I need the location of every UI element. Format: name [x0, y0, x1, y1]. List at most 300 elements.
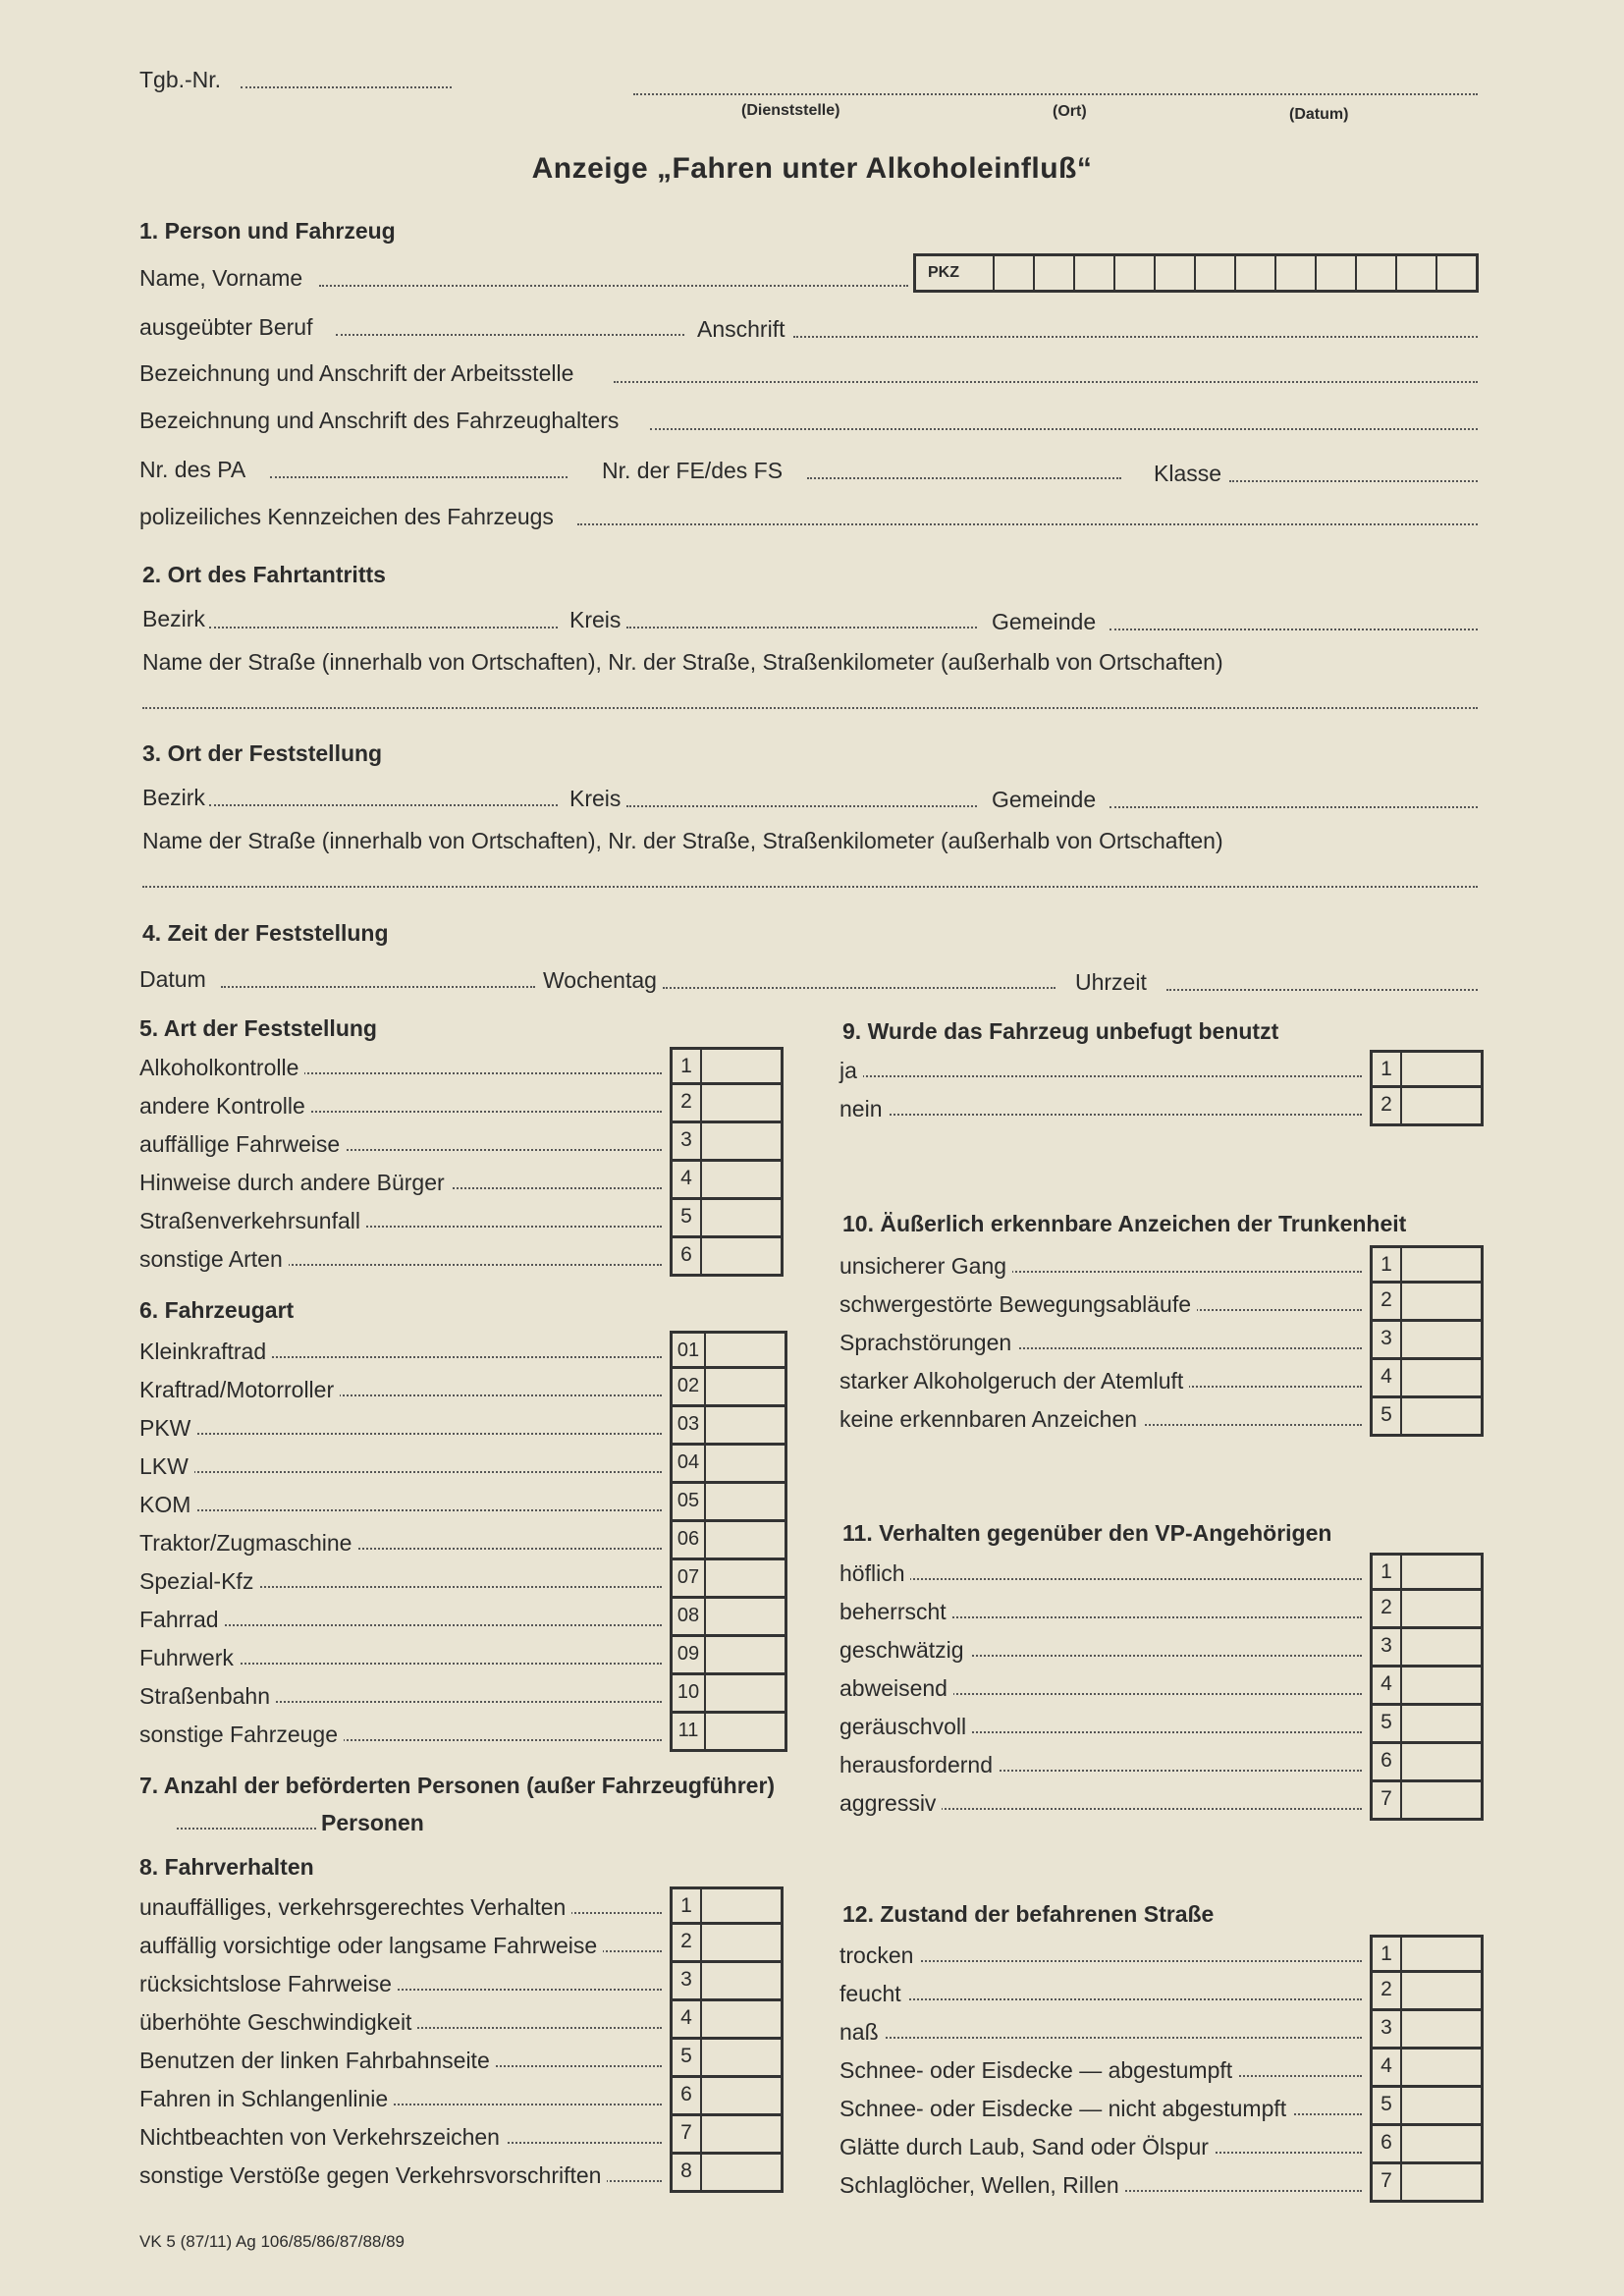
pa-field[interactable]: [270, 476, 568, 478]
klasse-field[interactable]: [1229, 480, 1478, 482]
s3-kreis-label: Kreis: [569, 786, 622, 811]
s12-option-row: [839, 2050, 1483, 2088]
s12-heading: 12. Zustand der befahrenen Straße: [842, 1901, 1215, 1927]
s12-option-checkbox[interactable]: [1370, 2050, 1484, 2088]
s6-option-row: [139, 1560, 780, 1599]
s6-option-label: Straßenbahn: [139, 1683, 276, 1710]
s11-option-row: [839, 1744, 1483, 1782]
s5-option-label: Straßenverkehrsunfall: [139, 1208, 366, 1234]
s6-option-label: Kraftrad/Motorroller: [139, 1377, 340, 1403]
s12-option-entry-cell[interactable]: [1402, 1973, 1481, 2008]
s6-option-entry-cell[interactable]: [706, 1484, 785, 1519]
s7-personen-field[interactable]: [177, 1828, 316, 1830]
s8-option-label: Benutzen der linken Fahrbahnseite: [139, 2048, 496, 2074]
s10-option-checkbox[interactable]: [1370, 1360, 1484, 1398]
s5-option-entry-cell[interactable]: [702, 1200, 781, 1235]
s8-option-label: rücksichtslose Fahrweise: [139, 1971, 398, 1997]
s10-option-row: [839, 1398, 1483, 1437]
s6-option-code: 11: [673, 1714, 706, 1749]
s5-list: [139, 1047, 780, 1277]
s10-option-code: 5: [1373, 1398, 1402, 1434]
s8-option-checkbox[interactable]: [670, 2078, 784, 2116]
s9-heading: 9. Wurde das Fahrzeug unbefugt benutzt: [842, 1018, 1279, 1044]
s8-option-checkbox[interactable]: [670, 1925, 784, 1963]
s12-option-row: [839, 1973, 1483, 2011]
s4-heading: 4. Zeit der Feststellung: [142, 920, 389, 946]
s11-option-checkbox[interactable]: [1370, 1553, 1484, 1591]
s12-option-code: 7: [1373, 2164, 1402, 2200]
s6-option-code: 04: [673, 1446, 706, 1481]
s4-uhrzeit-label: Uhrzeit: [1075, 969, 1147, 995]
s6-option-label: PKW: [139, 1415, 196, 1442]
s4-datum-label: Datum: [139, 966, 206, 992]
s2-bezirk-field[interactable]: [209, 627, 558, 629]
s10-option-entry-cell[interactable]: [1402, 1398, 1481, 1434]
s7-personen-label: Personen: [321, 1810, 424, 1835]
s9-option-checkbox[interactable]: [1370, 1050, 1484, 1088]
s3-kreis-field[interactable]: [626, 805, 977, 807]
s6-option-row: [139, 1714, 780, 1752]
kennzeichen-field[interactable]: [577, 523, 1478, 525]
s5-option-row: [139, 1238, 780, 1277]
s5-option-checkbox[interactable]: [670, 1162, 784, 1200]
s2-kreis-field[interactable]: [626, 627, 977, 629]
s11-option-checkbox[interactable]: [1370, 1667, 1484, 1706]
s9-option-code: 1: [1373, 1053, 1402, 1085]
s11-option-label: geräuschvoll: [839, 1714, 972, 1740]
s5-option-row: [139, 1047, 780, 1085]
s6-option-code: 02: [673, 1369, 706, 1404]
s4-uhrzeit-field[interactable]: [1166, 989, 1478, 991]
s3-strasse-label: Name der Straße (innerhalb von Ortschaften), Nr. der Straße, Straßenkilometer (außerhalb von Ortschaften): [142, 828, 1223, 853]
s12-option-entry-cell[interactable]: [1402, 2088, 1481, 2123]
s6-option-entry-cell[interactable]: [706, 1560, 785, 1596]
s10-option-entry-cell[interactable]: [1402, 1360, 1481, 1395]
s12-option-row: [839, 2011, 1483, 2050]
s6-option-entry-cell[interactable]: [706, 1446, 785, 1481]
s8-option-label: unauffälliges, verkehrsgerechtes Verhalten: [139, 1894, 571, 1921]
s8-list: [139, 1886, 780, 2193]
s11-option-code: 1: [1373, 1556, 1402, 1588]
s11-option-row: [839, 1782, 1483, 1821]
s11-option-entry-cell[interactable]: [1402, 1591, 1481, 1626]
s12-option-checkbox[interactable]: [1370, 1935, 1484, 1973]
s8-option-code: 3: [673, 1963, 702, 1998]
s12-option-entry-cell[interactable]: [1402, 2126, 1481, 2161]
s11-option-entry-cell[interactable]: [1402, 1667, 1481, 1703]
name-field[interactable]: [319, 285, 908, 287]
s6-option-row: [139, 1637, 780, 1675]
s5-option-label: sonstige Arten: [139, 1246, 289, 1273]
s12-option-checkbox[interactable]: [1370, 2164, 1484, 2203]
s10-option-entry-cell[interactable]: [1402, 1248, 1481, 1281]
s8-option-entry-cell[interactable]: [702, 1925, 781, 1960]
s6-option-code: 06: [673, 1522, 706, 1558]
s1-klasse-label: Klasse: [1154, 461, 1222, 486]
s1-pa-label: Nr. des PA: [139, 457, 246, 482]
s12-option-row: [839, 1935, 1483, 1973]
s11-option-row: [839, 1553, 1483, 1591]
s5-option-checkbox[interactable]: [670, 1238, 784, 1277]
s9-option-entry-cell[interactable]: [1402, 1053, 1481, 1085]
s8-option-row: [139, 1963, 780, 2001]
s11-option-entry-cell[interactable]: [1402, 1556, 1481, 1588]
s5-option-code: 3: [673, 1123, 702, 1159]
s11-option-code: 7: [1373, 1782, 1402, 1818]
s5-option-label: auffällige Fahrweise: [139, 1131, 346, 1158]
s1-beruf-label: ausgeübter Beruf: [139, 314, 313, 340]
s12-list: [839, 1935, 1483, 2203]
s2-gemeinde-label: Gemeinde: [992, 609, 1097, 634]
s11-option-entry-cell[interactable]: [1402, 1744, 1481, 1779]
s2-strasse-field[interactable]: [142, 707, 1478, 709]
s1-anschrift-label: Anschrift: [697, 316, 785, 342]
s8-option-entry-cell[interactable]: [702, 2155, 781, 2190]
s3-gemeinde-field[interactable]: [1110, 806, 1478, 808]
s6-list: [139, 1331, 780, 1752]
s6-option-entry-cell[interactable]: [706, 1407, 785, 1443]
s8-option-code: 4: [673, 2001, 702, 2037]
s11-option-label: beherrscht: [839, 1599, 952, 1625]
s2-strasse-label: Name der Straße (innerhalb von Ortschaften), Nr. der Straße, Straßenkilometer (außerhalb von Ortschaften): [142, 649, 1223, 675]
s10-list: [839, 1245, 1483, 1437]
s9-list: [839, 1050, 1483, 1126]
s5-option-entry-cell[interactable]: [702, 1050, 781, 1082]
s11-option-code: 5: [1373, 1706, 1402, 1741]
s5-option-label: Alkoholkontrolle: [139, 1055, 304, 1081]
s10-option-checkbox[interactable]: [1370, 1284, 1484, 1322]
s9-option-label: ja: [839, 1058, 863, 1084]
s11-heading: 11. Verhalten gegenüber den VP-Angehörigen: [842, 1520, 1332, 1546]
s3-bezirk-label: Bezirk: [142, 785, 205, 810]
dot-leader: [839, 1578, 1362, 1580]
s10-option-code: 4: [1373, 1360, 1402, 1395]
s6-option-checkbox[interactable]: [670, 1714, 787, 1752]
s12-option-code: 4: [1373, 2050, 1402, 2085]
s12-option-label: Schnee- oder Eisdecke — abgestumpft: [839, 2057, 1238, 2084]
s2-gemeinde-field[interactable]: [1110, 629, 1478, 630]
s8-option-row: [139, 2040, 780, 2078]
s8-option-entry-cell[interactable]: [702, 2116, 781, 2152]
s2-kreis-label: Kreis: [569, 607, 622, 632]
s12-option-label: trocken: [839, 1942, 919, 1969]
s12-option-code: 2: [1373, 1973, 1402, 2008]
s1-halter-label: Bezeichnung und Anschrift des Fahrzeughalters: [139, 408, 620, 433]
s8-option-row: [139, 2116, 780, 2155]
s5-option-checkbox[interactable]: [670, 1123, 784, 1162]
s10-option-row: [839, 1284, 1483, 1322]
s12-option-code: 6: [1373, 2126, 1402, 2161]
dot-leader: [839, 1114, 1362, 1116]
s12-option-checkbox[interactable]: [1370, 1973, 1484, 2011]
s12-option-checkbox[interactable]: [1370, 2088, 1484, 2126]
s6-option-entry-cell[interactable]: [706, 1522, 785, 1558]
s2-heading: 2. Ort des Fahrtantritts: [142, 562, 386, 587]
s8-option-code: 5: [673, 2040, 702, 2075]
form-footer-code: VK 5 (87/11) Ag 106/85/86/87/88/89: [139, 2232, 406, 2251]
tgb-label: Tgb.-Nr.: [139, 67, 222, 92]
s5-option-row: [139, 1123, 780, 1162]
s1-heading: 1. Person und Fahrzeug: [139, 218, 396, 244]
s8-option-label: auffällig vorsichtige oder langsame Fahrweise: [139, 1933, 603, 1959]
s5-heading: 5. Art der Feststellung: [139, 1015, 377, 1041]
s3-heading: 3. Ort der Feststellung: [142, 740, 383, 766]
s6-option-checkbox[interactable]: [670, 1675, 787, 1714]
s12-option-row: [839, 2126, 1483, 2164]
s7-heading: 7. Anzahl der beförderten Personen (außer Fahrzeugführer): [139, 1773, 776, 1798]
s6-option-label: Kleinkraftrad: [139, 1339, 272, 1365]
s10-option-label: schwergestörte Bewegungsabläufe: [839, 1291, 1197, 1318]
s8-option-checkbox[interactable]: [670, 2001, 784, 2040]
s9-option-checkbox[interactable]: [1370, 1088, 1484, 1126]
s11-option-checkbox[interactable]: [1370, 1591, 1484, 1629]
s8-option-code: 7: [673, 2116, 702, 2152]
s12-option-checkbox[interactable]: [1370, 2126, 1484, 2164]
s6-option-row: [139, 1522, 780, 1560]
s6-option-checkbox[interactable]: [670, 1484, 787, 1522]
dot-leader: [139, 1433, 662, 1435]
s5-option-code: 1: [673, 1050, 702, 1082]
s6-option-entry-cell[interactable]: [706, 1714, 785, 1749]
s8-option-code: 6: [673, 2078, 702, 2113]
s10-option-checkbox[interactable]: [1370, 1322, 1484, 1360]
s5-option-entry-cell[interactable]: [702, 1085, 781, 1121]
s12-option-code: 1: [1373, 1938, 1402, 1970]
s2-bezirk-label: Bezirk: [142, 606, 205, 631]
s8-option-row: [139, 2078, 780, 2116]
tgb-field[interactable]: [241, 86, 452, 88]
beruf-field[interactable]: [336, 334, 684, 336]
s6-option-code: 09: [673, 1637, 706, 1672]
s5-option-label: Hinweise durch andere Bürger: [139, 1170, 451, 1196]
s8-option-label: sonstige Verstöße gegen Verkehrsvorschriften: [139, 2162, 607, 2189]
dienststelle-label: (Dienststelle): [741, 102, 840, 119]
s8-option-entry-cell[interactable]: [702, 1889, 781, 1922]
s6-option-code: 10: [673, 1675, 706, 1711]
s6-option-checkbox[interactable]: [670, 1331, 787, 1369]
s5-option-entry-cell[interactable]: [702, 1162, 781, 1197]
s8-option-label: Fahren in Schlangenlinie: [139, 2086, 394, 2112]
dot-leader: [139, 1471, 662, 1473]
s11-list: [839, 1553, 1483, 1821]
s10-option-label: unsicherer Gang: [839, 1253, 1012, 1280]
s9-option-row: [839, 1088, 1483, 1126]
anschrift-field[interactable]: [793, 336, 1478, 338]
s6-option-row: [139, 1446, 780, 1484]
s6-option-row: [139, 1331, 780, 1369]
s8-heading: 8. Fahrverhalten: [139, 1854, 314, 1880]
s6-option-label: Spezial-Kfz: [139, 1568, 259, 1595]
dot-leader: [839, 1075, 1362, 1077]
s10-option-row: [839, 1360, 1483, 1398]
s10-option-code: 1: [1373, 1248, 1402, 1281]
s11-option-code: 3: [1373, 1629, 1402, 1665]
s12-option-code: 5: [1373, 2088, 1402, 2123]
s10-option-checkbox[interactable]: [1370, 1245, 1484, 1284]
s6-option-code: 08: [673, 1599, 706, 1634]
s6-option-code: 07: [673, 1560, 706, 1596]
s6-option-label: Fahrrad: [139, 1607, 225, 1633]
s3-gemeinde-label: Gemeinde: [992, 787, 1097, 812]
s12-option-row: [839, 2088, 1483, 2126]
s5-option-code: 6: [673, 1238, 702, 1274]
fe-field[interactable]: [807, 477, 1121, 479]
s6-option-code: 03: [673, 1407, 706, 1443]
s11-option-entry-cell[interactable]: [1402, 1706, 1481, 1741]
dienststelle-ort-datum-field[interactable]: [633, 93, 1478, 95]
s10-option-row: [839, 1245, 1483, 1284]
s11-option-row: [839, 1706, 1483, 1744]
s5-option-code: 2: [673, 1085, 702, 1121]
s10-option-checkbox[interactable]: [1370, 1398, 1484, 1437]
s6-option-checkbox[interactable]: [670, 1369, 787, 1407]
s6-option-label: LKW: [139, 1453, 194, 1480]
s8-option-entry-cell[interactable]: [702, 1963, 781, 1998]
s10-option-label: Sprachstörungen: [839, 1330, 1017, 1356]
s8-option-checkbox[interactable]: [670, 1886, 784, 1925]
s8-option-row: [139, 1886, 780, 1925]
s6-option-label: Fuhrwerk: [139, 1645, 240, 1671]
s8-option-code: 1: [673, 1889, 702, 1922]
s5-option-label: andere Kontrolle: [139, 1093, 311, 1120]
s6-option-entry-cell[interactable]: [706, 1334, 785, 1366]
s4-wochentag-field[interactable]: [663, 987, 1056, 989]
s9-option-label: nein: [839, 1096, 888, 1122]
s5-option-entry-cell[interactable]: [702, 1123, 781, 1159]
s12-option-label: naß: [839, 2019, 885, 2046]
s11-option-label: geschwätzig: [839, 1637, 970, 1664]
s12-option-row: [839, 2164, 1483, 2203]
s11-option-code: 6: [1373, 1744, 1402, 1779]
s5-option-row: [139, 1200, 780, 1238]
s6-option-row: [139, 1675, 780, 1714]
s8-option-checkbox[interactable]: [670, 2040, 784, 2078]
s4-datum-field[interactable]: [221, 986, 535, 988]
s8-option-code: 2: [673, 1925, 702, 1960]
s5-option-code: 4: [673, 1162, 702, 1197]
ort-label: (Ort): [1053, 103, 1087, 120]
s10-option-entry-cell[interactable]: [1402, 1284, 1481, 1319]
s5-option-code: 5: [673, 1200, 702, 1235]
pkz-grid[interactable]: [913, 253, 1479, 293]
s8-option-entry-cell[interactable]: [702, 2001, 781, 2037]
s8-option-checkbox[interactable]: [670, 2116, 784, 2155]
s9-option-row: [839, 1050, 1483, 1088]
s6-option-checkbox[interactable]: [670, 1599, 787, 1637]
dot-leader: [139, 1509, 662, 1511]
s12-option-checkbox[interactable]: [1370, 2011, 1484, 2050]
s8-option-checkbox[interactable]: [670, 2155, 784, 2193]
s6-option-code: 01: [673, 1334, 706, 1366]
s10-option-code: 3: [1373, 1322, 1402, 1357]
s6-option-checkbox[interactable]: [670, 1560, 787, 1599]
s3-strasse-field[interactable]: [142, 886, 1478, 888]
s1-arbeitsstelle-label: Bezeichnung und Anschrift der Arbeitsstelle: [139, 360, 574, 386]
s11-option-checkbox[interactable]: [1370, 1782, 1484, 1821]
s6-option-checkbox[interactable]: [670, 1637, 787, 1675]
s6-option-row: [139, 1369, 780, 1407]
s8-option-entry-cell[interactable]: [702, 2040, 781, 2075]
s8-option-checkbox[interactable]: [670, 1963, 784, 2001]
s5-option-row: [139, 1162, 780, 1200]
s6-option-entry-cell[interactable]: [706, 1675, 785, 1711]
s11-option-entry-cell[interactable]: [1402, 1629, 1481, 1665]
s10-option-label: keine erkennbaren Anzeichen: [839, 1406, 1143, 1433]
s8-option-entry-cell[interactable]: [702, 2078, 781, 2113]
s6-option-label: Traktor/Zugmaschine: [139, 1530, 357, 1557]
datum-label: (Datum): [1289, 106, 1349, 123]
s6-option-label: sonstige Fahrzeuge: [139, 1722, 344, 1748]
s8-option-row: [139, 1925, 780, 1963]
s10-heading: 10. Äußerlich erkennbare Anzeichen der Trunkenheit: [842, 1211, 1407, 1236]
pkz-label: PKZ: [916, 256, 995, 290]
s12-option-entry-cell[interactable]: [1402, 2011, 1481, 2047]
s6-option-checkbox[interactable]: [670, 1446, 787, 1484]
s12-option-label: feucht: [839, 1981, 907, 2007]
s10-option-row: [839, 1322, 1483, 1360]
s5-option-checkbox[interactable]: [670, 1085, 784, 1123]
s12-option-entry-cell[interactable]: [1402, 1938, 1481, 1970]
s6-option-entry-cell[interactable]: [706, 1369, 785, 1404]
s5-option-checkbox[interactable]: [670, 1047, 784, 1085]
s1-kennzeichen-label: polizeiliches Kennzeichen des Fahrzeugs: [139, 504, 554, 529]
s6-option-entry-cell[interactable]: [706, 1637, 785, 1672]
s12-option-label: Schnee- oder Eisdecke — nicht abgestumpft: [839, 2096, 1292, 2122]
s6-option-row: [139, 1599, 780, 1637]
s3-bezirk-field[interactable]: [209, 804, 558, 806]
s5-option-entry-cell[interactable]: [702, 1238, 781, 1274]
dot-leader: [839, 1998, 1362, 2000]
halter-field[interactable]: [650, 428, 1478, 430]
s11-option-checkbox[interactable]: [1370, 1744, 1484, 1782]
dot-leader: [839, 2037, 1362, 2039]
s9-option-entry-cell[interactable]: [1402, 1088, 1481, 1123]
s5-option-row: [139, 1085, 780, 1123]
s12-option-entry-cell[interactable]: [1402, 2050, 1481, 2085]
s9-option-code: 2: [1373, 1088, 1402, 1123]
s5-option-checkbox[interactable]: [670, 1200, 784, 1238]
s10-option-label: starker Alkoholgeruch der Atemluft: [839, 1368, 1189, 1394]
s6-option-row: [139, 1484, 780, 1522]
s11-option-checkbox[interactable]: [1370, 1629, 1484, 1667]
s1-name-label: Name, Vorname: [139, 265, 303, 291]
s11-option-code: 2: [1373, 1591, 1402, 1626]
s8-option-label: Nichtbeachten von Verkehrszeichen: [139, 2124, 506, 2151]
s6-option-checkbox[interactable]: [670, 1407, 787, 1446]
s8-option-row: [139, 2001, 780, 2040]
s6-option-code: 05: [673, 1484, 706, 1519]
s11-option-label: aggressiv: [839, 1790, 942, 1817]
s8-option-row: [139, 2155, 780, 2193]
s1-fe-label: Nr. der FE/des FS: [602, 458, 784, 483]
s11-option-label: abweisend: [839, 1675, 953, 1702]
s10-option-code: 2: [1373, 1284, 1402, 1319]
s11-option-code: 4: [1373, 1667, 1402, 1703]
arbeitsstelle-field[interactable]: [614, 381, 1478, 383]
s11-option-label: herausfordernd: [839, 1752, 999, 1778]
s11-option-row: [839, 1629, 1483, 1667]
s10-option-entry-cell[interactable]: [1402, 1322, 1481, 1357]
form-title: Anzeige „Fahren unter Alkoholeinfluß“: [531, 152, 1093, 185]
s12-option-entry-cell[interactable]: [1402, 2164, 1481, 2200]
s11-option-checkbox[interactable]: [1370, 1706, 1484, 1744]
s6-option-checkbox[interactable]: [670, 1522, 787, 1560]
s11-option-entry-cell[interactable]: [1402, 1782, 1481, 1818]
s12-option-label: Glätte durch Laub, Sand oder Ölspur: [839, 2134, 1215, 2160]
s6-option-entry-cell[interactable]: [706, 1599, 785, 1634]
s12-option-label: Schlaglöcher, Wellen, Rillen: [839, 2172, 1125, 2199]
s11-option-label: höflich: [839, 1560, 910, 1587]
